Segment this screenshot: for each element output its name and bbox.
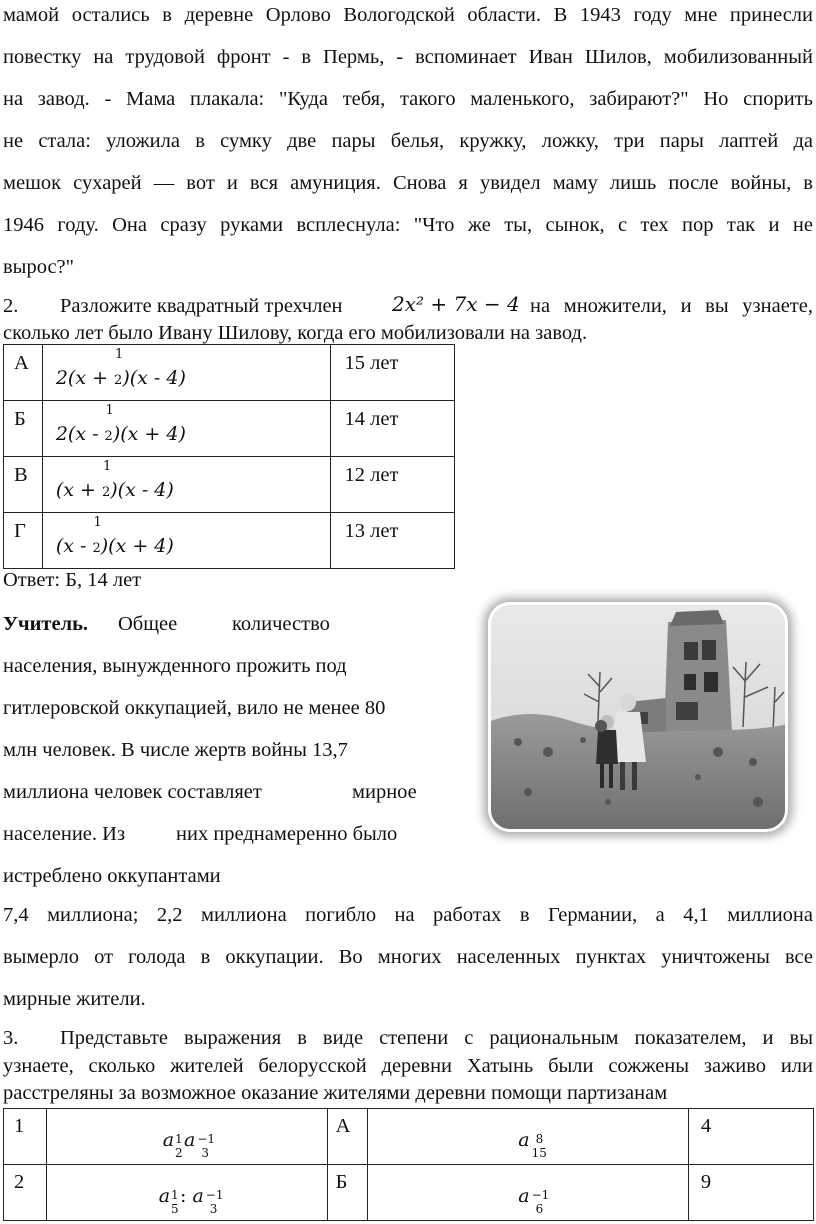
row-letter: А (335, 1115, 351, 1137)
intro-line-5: мешок сухарей — вот и вся амуниция. Снова я увидел маму лишь после войны, в (3, 172, 813, 194)
table-row (4, 513, 455, 569)
teacher-line-3: гитлеровской оккупацией, вило не менее 80 (3, 697, 386, 719)
task-3-line-3: расстреляны за возможное оказание жителями деревни помощи партизанам (3, 1082, 668, 1104)
teacher-cont-3: мирные жители. (3, 988, 146, 1010)
row-letter: Г (14, 520, 26, 542)
table-row (4, 1165, 814, 1221)
task-2-expression: 2x² + 7x − 4 (392, 292, 520, 316)
intro-line-4: не стала: уложила в сумку две пары белья, кружку, ложку, три пары лаптей да (3, 130, 813, 152)
intro-line-3: на завод. - Мама плакала: "Куда тебя, такого маленького, забирают?" Но спорить (3, 88, 813, 110)
task-3-number: 3. (3, 1027, 19, 1049)
row-letter: Б (335, 1171, 348, 1193)
task-3-line-1: Представьте выражения в виде степени с рациональным показателем, и вы (60, 1027, 813, 1049)
row-letter: Б (14, 408, 26, 430)
answer-option: 14 лет (344, 408, 399, 430)
task-3-table (3, 1108, 814, 1221)
expression-2: a 1 5 : a −1 3 (158, 1185, 224, 1216)
table-row (4, 401, 455, 457)
task-2-text-after: на множители, и вы узнаете, (530, 295, 813, 317)
teacher-line-7: истреблено оккупантами (3, 865, 221, 887)
task-2-line-2: сколько лет было Ивану Шилову, когда его мобилизовали на завод. (3, 322, 588, 344)
answer-option: 12 лет (344, 464, 399, 486)
answer-option: 13 лет (344, 520, 399, 542)
task-2-number: 2. (3, 295, 19, 317)
teacher-cont-2: вымерло от голода в оккупации. Во многих населенных пунктах уничтожены все (3, 946, 813, 968)
table-row (4, 1109, 814, 1165)
answer-value: 9 (700, 1171, 712, 1193)
answer-option: 15 лет (344, 352, 399, 374)
teacher-line-5a: миллиона человек составляет (3, 781, 262, 803)
teacher-label: Учитель. (3, 613, 89, 635)
teacher-line-4: млн человек. В числе жертв войны 13,7 (3, 739, 348, 761)
teacher-cont-1: 7,4 миллиона; 2,2 миллиона погибло на работах в Германии, а 4,1 миллиона (3, 904, 813, 926)
factorization-b: 2(x - 1 2)(x + 4) (55, 403, 186, 445)
row-number: 2 (14, 1171, 25, 1193)
answer-expression-b: a −1 6 (518, 1185, 550, 1216)
factorization-a: 2(x + 1 2)(x - 4) (55, 347, 186, 389)
task-3-line-2: узнаете, сколько жителей белорусской деревни Хатынь были сожжены заживо или (3, 1055, 813, 1077)
intro-line-1: мамой остались в деревне Орлово Вологодской области. В 1943 году мне принесли (3, 4, 813, 26)
row-letter: А (14, 352, 29, 374)
teacher-line-6b: них преднамеренно было (176, 823, 398, 845)
factorization-c: (x + 1 2)(x - 4) (55, 459, 174, 501)
answer-value: 4 (700, 1115, 712, 1137)
task-2-answer: Ответ: Б, 14 лет (3, 569, 142, 591)
intro-line-2: повестку на трудовой фронт - в Пермь, - вспоминает Иван Шилов, мобилизованный (3, 46, 813, 68)
teacher-line-5b: мирное (352, 781, 417, 803)
factorization-d: (x - 1 2)(x + 4) (55, 515, 174, 557)
intro-line-7: вырос?" (3, 256, 75, 278)
expression-1: a 1 2 a −1 3 (162, 1129, 216, 1160)
teacher-line-2: населения, вынужденного прожить под (3, 655, 347, 677)
task-2-table (3, 344, 455, 569)
row-number: 1 (14, 1115, 25, 1137)
answer-expression-a: a 8 15 (518, 1129, 547, 1160)
teacher-line-6a: население. Из (3, 823, 126, 845)
task-2-text-before: Разложите квадратный трехчлен (60, 295, 343, 317)
teacher-word-1: Общее (118, 613, 178, 635)
table-row (4, 345, 455, 401)
teacher-word-2: количество (232, 613, 330, 635)
intro-line-6: 1946 году. Она сразу руками всплеснула: "Что же ты, сынок, с тех пор так и не (3, 214, 813, 236)
row-letter: В (14, 464, 28, 486)
table-row (4, 457, 455, 513)
war-ruins-photo (488, 602, 788, 832)
